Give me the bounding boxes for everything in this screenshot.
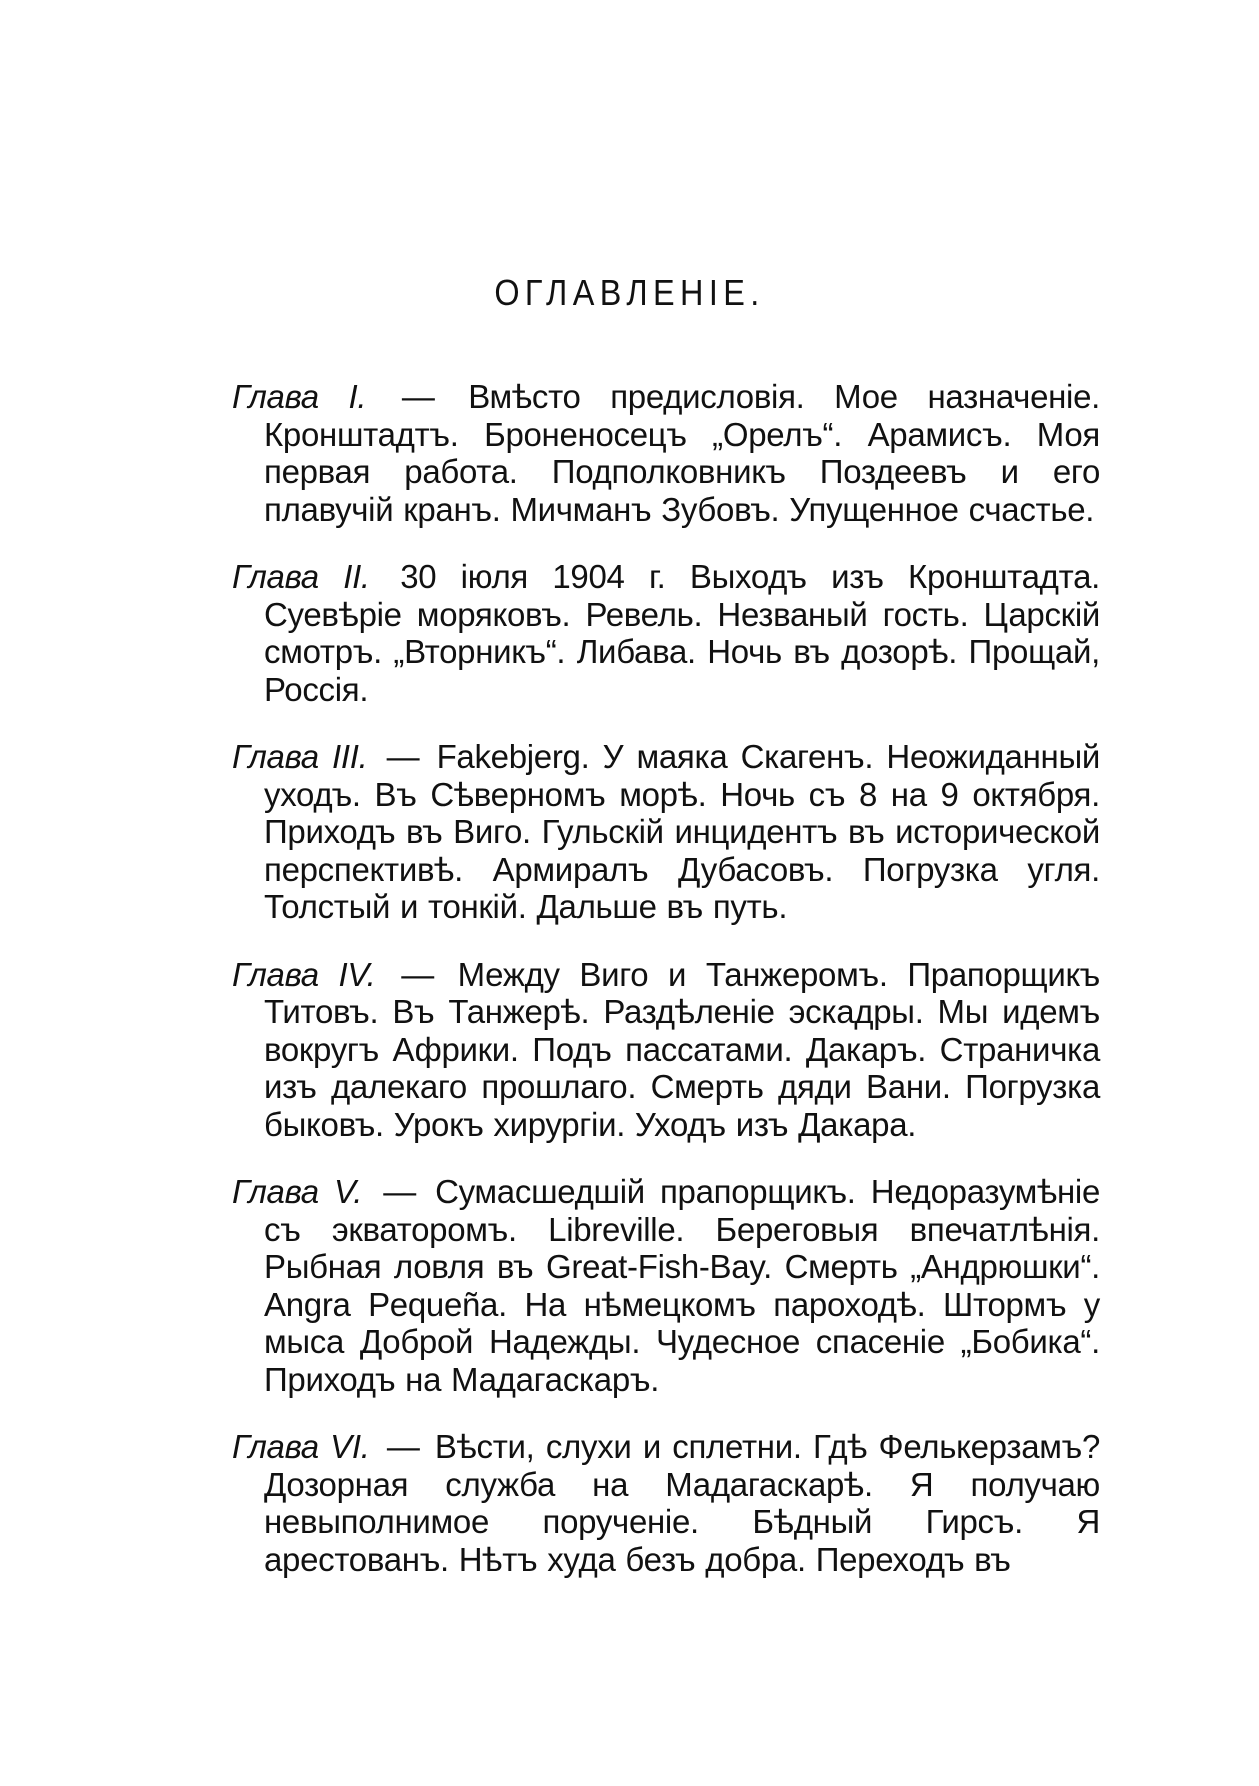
chapter-label: Глава IV.: [232, 955, 376, 993]
chapter-dash: —: [401, 378, 435, 415]
chapter-summary: Вмѣсто предисловія. Мое назначеніе. Кронштадтъ. Броненосецъ „Орелъ“. Арамисъ. Моя первая работа. Подполковникъ Поздеевъ и его плавучій кранъ. Мичманъ Зубовъ. Упущенное счастье.: [264, 378, 1100, 528]
chapter-dash: —: [386, 738, 420, 775]
page-title: ОГЛАВЛЕНIЕ.: [494, 272, 765, 313]
chapter-label: Глава III.: [232, 738, 368, 775]
chapter-label: Глава V.: [232, 1173, 363, 1210]
toc-entry-chapter-3: [232, 738, 1100, 926]
chapter-summary: Fakebjerg. У маяка Скагенъ. Неожиданный уходъ. Въ Сѣверномъ морѣ. Ночь съ 8 на 9 октября. Приходъ въ Виго. Гульскій инцидентъ въ исторической перспективѣ. Армиралъ Дубасовъ. Погрузка угля. Толстый и тонкій. Дальше въ путь.: [264, 738, 1100, 925]
chapter-dash: —: [386, 1428, 420, 1465]
table-of-contents: [232, 378, 1100, 1608]
toc-entry-chapter-4: [232, 956, 1100, 1144]
chapter-dash: —: [401, 955, 434, 993]
toc-entry-chapter-5: [232, 1173, 1100, 1398]
chapter-label: Глава II.: [232, 558, 370, 595]
chapter-dash: —: [383, 1173, 416, 1210]
chapter-summary: 30 іюля 1904 г. Выходъ изъ Кронштадта. Суевѣріе моряковъ. Ревель. Незваный гость. Царскій смотръ. „Вторникъ“. Либава. Ночь въ дозорѣ. Прощай, Россія.: [264, 558, 1100, 708]
chapter-summary: Сумасшедшій прапорщикъ. Недоразумѣніе съ экваторомъ. Libreville. Береговыя впечатлѣнія. Рыбная ловля въ Great-Fish-Bay. Смерть „Андрюшки“. Angra Pequeña. На нѣмецкомъ пароходѣ. Штормъ у мыса Доброй Надежды. Чудесное спасеніе „Бобика“. Приходъ на Мадагаскаръ.: [264, 1173, 1100, 1398]
chapter-summary: Между Виго и Танжеромъ. Прапорщикъ Титовъ. Въ Танжерѣ. Раздѣленіе эскадры. Мы идемъ вокругъ Африки. Подъ пассатами. Дакаръ. Страничка изъ далекаго прошлаго. Смерть дяди Вани. Погрузка быковъ. Урокъ хирургіи. Уходъ изъ Дакара.: [264, 955, 1101, 1143]
toc-entry-chapter-1: [232, 378, 1100, 528]
chapter-label: Глава VI.: [232, 1428, 370, 1465]
chapter-summary: Вѣсти, слухи и сплетни. Гдѣ Фелькерзамъ? Дозорная служба на Мадагаскарѣ. Я получаю невыполнимое порученіе. Бѣдный Гирсъ. Я арестованъ. Нѣтъ худа безъ добра. Переходъ въ: [264, 1428, 1101, 1578]
toc-entry-chapter-2: [232, 558, 1100, 708]
toc-entry-chapter-6: [232, 1428, 1100, 1578]
chapter-label: Глава I.: [232, 378, 367, 415]
